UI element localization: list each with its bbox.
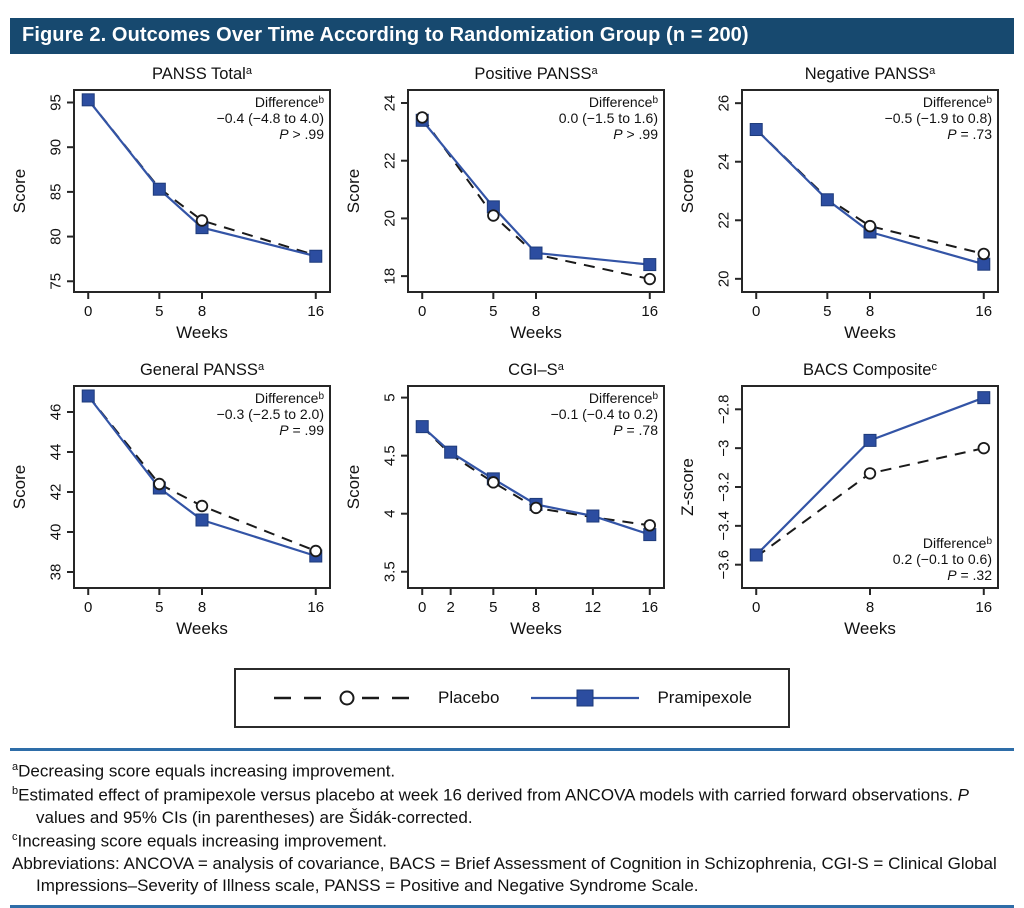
pramipexole-marker [445,446,457,458]
y-tick-label: 22 [381,152,399,170]
y-tick-label: −3 [715,439,733,457]
x-tick-label: 16 [307,303,325,320]
annotation-pvalue: P = .32 [947,567,992,583]
annotation-label: Difference$^b$ [588,390,658,406]
pramipexole-marker [750,124,762,136]
y-tick-label: 75 [47,272,65,290]
y-tick-label: −3.2 [715,472,733,502]
y-axis-label: Score [344,168,363,214]
chart-title: Positive PANSS$^a$ [474,65,598,83]
y-tick-label: 20 [381,210,399,227]
x-tick-label: 5 [489,599,498,616]
x-axis-label: Weeks [844,323,896,342]
legend-label-placebo: Placebo [438,688,500,707]
placebo-swatch [272,686,422,710]
placebo-marker [531,503,542,514]
chart-bacs-composite [678,360,1012,642]
y-tick-label: 24 [715,153,733,171]
placebo-marker [865,221,876,232]
x-tick-label: 5 [489,303,498,320]
chart-negative-panss [678,64,1012,346]
y-axis-label: Z-score [678,458,697,516]
footnote-line: Abbreviations: ANCOVA = analysis of covariance, BACS = Brief Assessment of Cognition in Schizophrenia, CGI-S = Clinical Global Impressions–Severity of Illness scale, PANSS = Positive and Negative Syndrome Scale. [12,854,997,896]
y-tick-label: 4 [381,509,399,518]
placebo-marker [310,546,321,557]
pramipexole-line [422,427,650,535]
y-tick-label: 46 [47,403,65,421]
x-tick-label: 16 [975,303,993,320]
chart-cgi-s [344,360,678,642]
placebo-marker [978,249,989,260]
pramipexole-marker [416,421,428,433]
y-tick-label: 95 [47,94,65,111]
x-tick-label: 0 [752,599,761,616]
pramipexole-swatch [529,686,641,710]
y-axis-label: Score [10,464,29,510]
annotation-label: Difference$^b$ [588,94,658,110]
charts-grid [10,64,1014,642]
x-tick-label: 0 [84,599,93,616]
open-circle-marker-icon [341,692,354,705]
placebo-marker [978,443,989,454]
chart-general-panss [10,360,344,642]
annotation-value: 0.0 (−1.5 to 1.6) [558,110,658,126]
y-tick-label: 26 [715,94,733,112]
x-axis-label: Weeks [510,323,562,342]
annotation-pvalue: P = .73 [947,126,992,142]
footnote-line: $^a$Decreasing score equals increasing improvement. [12,761,396,781]
x-tick-label: 5 [155,599,164,616]
x-axis-label: Weeks [844,619,896,638]
x-tick-label: 5 [155,303,164,320]
legend-label-pramipexole: Pramipexole [657,688,752,707]
y-tick-label: 18 [381,267,399,285]
annotation-value: −0.3 (−2.5 to 2.0) [216,406,324,422]
y-tick-label: −3.6 [715,549,733,580]
y-tick-label: 85 [47,183,65,201]
pramipexole-marker [82,94,94,106]
pramipexole-marker [978,392,990,404]
filled-square-marker-icon [577,690,593,706]
pramipexole-marker [82,390,94,402]
x-tick-label: 8 [531,303,541,320]
pramipexole-marker [644,259,656,271]
pramipexole-marker [153,183,165,195]
pramipexole-marker [587,510,599,522]
chart-positive-panss [344,64,678,346]
annotation-value: 0.2 (−0.1 to 0.6) [892,551,992,567]
pramipexole-marker [530,247,542,259]
legend [234,668,790,728]
placebo-marker [644,520,655,531]
x-tick-label: 0 [418,599,427,616]
figure-title: Figure 2. Outcomes Over Time According to Randomization Group (n = 200) [22,24,749,46]
chart-title: CGI–$S^a$ [508,361,564,379]
pramipexole-marker [821,194,833,206]
chart-title: PANSS Total$^a$ [152,65,252,83]
placebo-marker [197,501,208,512]
figure-title-bar [10,18,1014,54]
annotation-value: −0.5 (−1.9 to 0.8) [884,110,992,126]
x-tick-label: 8 [865,303,875,320]
x-tick-label: 8 [865,599,875,616]
x-tick-label: 16 [641,599,659,616]
annotation-pvalue: P > .99 [279,126,324,142]
chart-title: Negative PANSS$^a$ [804,65,936,83]
x-tick-label: 2 [446,599,455,616]
annotation-pvalue: P = .99 [279,422,324,438]
y-axis-label: Score [678,168,697,214]
chart-panss-total [10,64,344,346]
placebo-marker [865,468,876,479]
annotation-value: −0.4 (−4.8 to 4.0) [216,110,324,126]
x-tick-label: 8 [197,303,207,320]
chart-title: BACS Composite$^c$ [803,361,937,379]
x-tick-label: 8 [197,599,207,616]
legend-item-placebo [272,686,499,710]
y-tick-label: −2.8 [715,394,733,425]
x-tick-label: 16 [307,599,325,616]
annotation-label: Difference$^b$ [254,94,324,110]
x-tick-label: 16 [641,303,659,320]
x-axis-label: Weeks [176,323,228,342]
pramipexole-line [756,130,984,265]
x-tick-label: 12 [584,599,602,616]
annotation-pvalue: P = .78 [613,422,658,438]
annotation-label: Difference$^b$ [254,390,324,406]
placebo-marker [488,210,499,221]
y-tick-label: 90 [47,138,65,156]
annotation-value: −0.1 (−0.4 to 0.2) [550,406,658,422]
pramipexole-marker [196,514,208,526]
footnote-line: $^c$Increasing score equals increasing improvement. [12,830,387,851]
y-tick-label: 4.5 [381,445,399,467]
y-tick-label: 80 [47,228,65,245]
y-tick-label: 22 [715,211,733,229]
x-axis-label: Weeks [510,619,562,638]
y-tick-label: −3.4 [715,511,733,541]
placebo-marker [644,274,655,285]
chart-title: General PANSS$^a$ [139,361,265,379]
legend-item-pramipexole [529,686,752,710]
pramipexole-marker [310,250,322,262]
annotation-label: Difference$^b$ [922,94,992,110]
placebo-marker [154,479,165,490]
pramipexole-marker [864,434,876,446]
footnotes [10,751,1014,901]
y-tick-label: 42 [47,483,65,501]
annotation-pvalue: P > .99 [613,126,658,142]
x-tick-label: 0 [752,303,761,320]
y-tick-label: 3.5 [381,561,399,583]
x-tick-label: 0 [84,303,93,320]
annotation-label: Difference$^b$ [922,535,992,551]
footnote-line: $^b$Estimated effect of pramipexole versus placebo at week 16 derived from ANCOVA models with carried forward observations. P values and 95% CIs (in parentheses) are Šidák-corrected. [12,784,970,827]
y-axis-label: Score [344,464,363,510]
x-tick-label: 16 [975,599,993,616]
y-tick-label: 44 [47,443,65,461]
y-tick-label: 24 [381,94,399,112]
x-tick-label: 5 [823,303,832,320]
y-tick-label: 38 [47,563,65,581]
x-tick-label: 0 [418,303,427,320]
placebo-marker [197,215,208,226]
placebo-marker [488,477,499,488]
y-tick-label: 20 [715,270,733,288]
y-tick-label: 40 [47,523,65,541]
y-axis-label: Score [10,168,29,214]
placebo-marker [417,112,428,123]
y-tick-label: 5 [381,393,399,402]
pramipexole-marker [750,549,762,561]
x-axis-label: Weeks [176,619,228,638]
x-tick-label: 8 [531,599,541,616]
